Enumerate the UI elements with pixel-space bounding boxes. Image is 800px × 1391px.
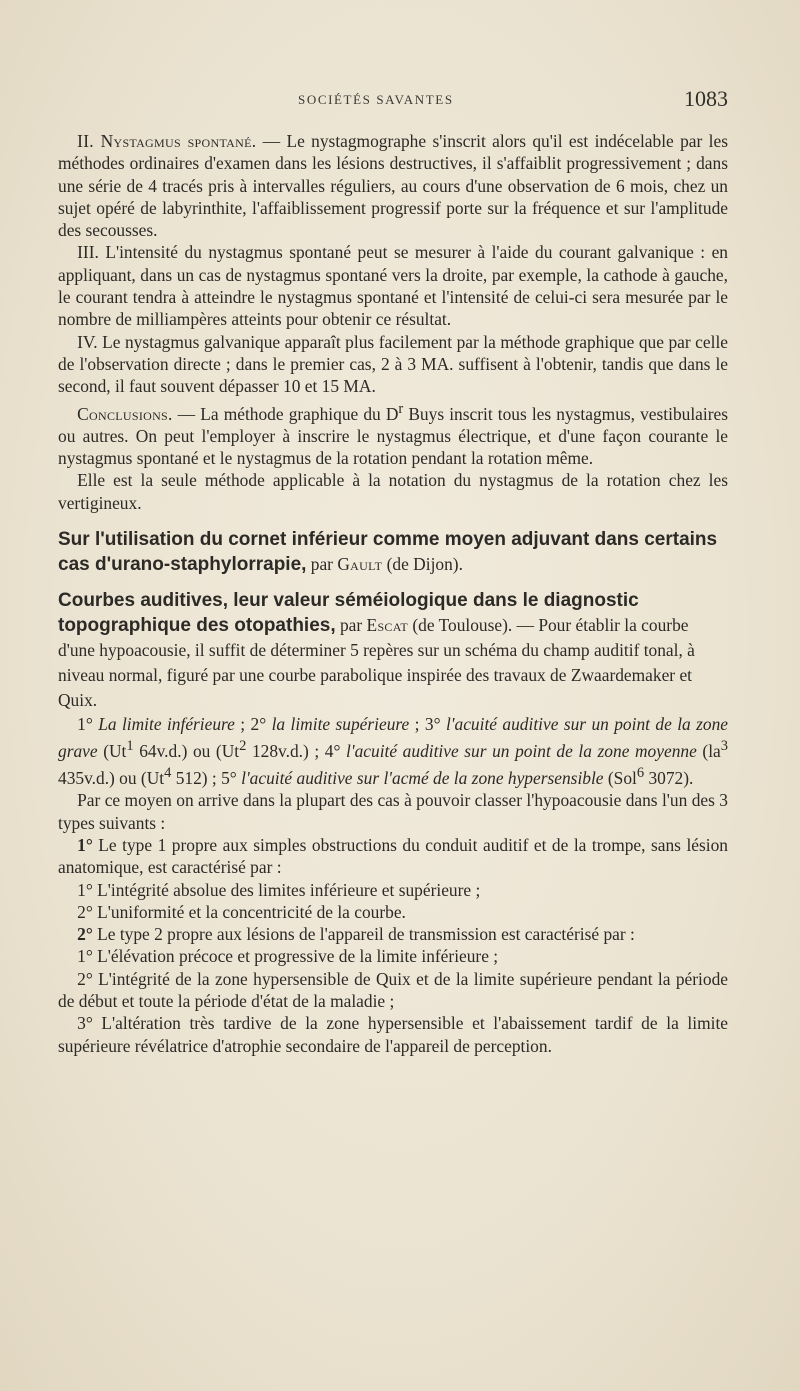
heading-cornet-inferieur: Sur l'utilisation du cornet inférieur comme moyen adjuvant dans certains cas d'urano-staphylorrapie, par Gault (de Dijon).: [58, 528, 718, 575]
paragraph-conclusions: Conclusions. — La méthode graphique du $D^r$ Buys inscrit tous les nystagmus, vestibulaires ou autres. On peut l'employer à inscrire le nystagmus électrique, et d'une façon courante le nystagmus spontané et le nystagmus de la rotation pendant la rotation même.: [58, 400, 728, 468]
paragraph-type-2: 2° Le type 2 propre aux lésions de l'appareil de transmission est caractérisé par :: [77, 924, 635, 945]
list-item: 1° L'élévation précoce et progressive de la limite inférieure ;: [77, 946, 499, 967]
list-item: 2° L'uniformité et la concentricité de la courbe.: [77, 901, 406, 922]
list-item: 2° L'intégrité de la zone hypersensible de Quix et de la limite supérieure pendant la période de début et toute la période d'état de la maladie ;: [58, 968, 728, 1011]
heading-courbes-auditives: Courbes auditives, leur valeur séméiologique dans le diagnostic topographique des otopathies, par Escat (de Toulouse). — Pour établir la courbe d'une hypoacousie, il suffit de déterminer 5 repères sur un schéma du champ auditif tonal, à niveau normal, figuré par une courbe parabolique inspirée des travaux de Zwaardemaker et Quix.: [58, 589, 695, 710]
paragraph-intensite: III. L'intensité du nystagmus spontané peut se mesurer à l'aide du courant galvanique : en appliquant, dans un cas de nystagmus spontané vers la droite, par exemple, la cathode à gauche, le courant tendra à atteindre le nystagmus spontané et l'intensité de celui-ci sera mesurée par le nombre de milliampères atteints pour obtenir ce résultat.: [58, 242, 728, 330]
running-head: [58, 86, 728, 116]
paragraph-type-1: 1° Le type 1 propre aux simples obstructions du conduit auditif et de la trompe, sans lésion anatomique, est caractérisé par :: [58, 834, 728, 878]
running-title: SOCIÉTÉS SAVANTES: [298, 92, 454, 107]
paragraph-nystagmus-galvanique: IV. Le nystagmus galvanique apparaît plus facilement par la méthode graphique que par celle de l'observation directe ; dans le premier cas, 2 à 3 MA. suffisent à l'obtenir, tandis que dans le second, il faut souvent dépasser 10 et 15 MA.: [58, 331, 728, 397]
paragraph-reperes: 1° La limite inférieure ; 2° la limite supérieure ; 3° l'acuité auditive sur un point de la zone grave (Ut$^1$ 64v.d.) ou (Ut$^2$ 128v.d.) ; 4° l'acuité auditive sur un point de la zone moyenne ($la^3$ 435v.d.) ou (Ut$^4$ 512) ; 5° l'acuité auditive sur l'acmé de la zone hypersensible (Sol$^6$ 3072).: [58, 713, 729, 789]
paragraph-classification: Par ce moyen on arrive dans la plupart des cas à pouvoir classer l'hypoacousie dans l'un des 3 types suivants :: [58, 790, 728, 833]
list-item: 3° L'altération très tardive de la zone hypersensible et l'abaissement tardif de la limite supérieure révélatrice d'atrophie secondaire de l'appareil de perception.: [58, 1013, 728, 1056]
paragraph-seule-methode: Elle est la seule méthode applicable à la notation du nystagmus de la rotation chez les vertigineux.: [58, 470, 728, 513]
list-item: 1° L'intégrité absolue des limites inférieure et supérieure ;: [77, 879, 481, 900]
page-number: 1083: [684, 86, 728, 111]
paragraph-nystagmus-spontane: II. Nystagmus spontané. — Le nystagmographe s'inscrit alors qu'il est indécelable par les méthodes ordinaires d'examen dans les lésions destructives, il s'affaiblit progressivement ; dans une série de 4 tracés pris à intervalles réguliers, au cours d'une observation de 6 mois, chez un sujet opéré de labyrinthite, l'affaiblissement progressif porte sur la fréquence et sur l'amplitude des secousses.: [58, 131, 728, 241]
body-text: [58, 130, 728, 1057]
